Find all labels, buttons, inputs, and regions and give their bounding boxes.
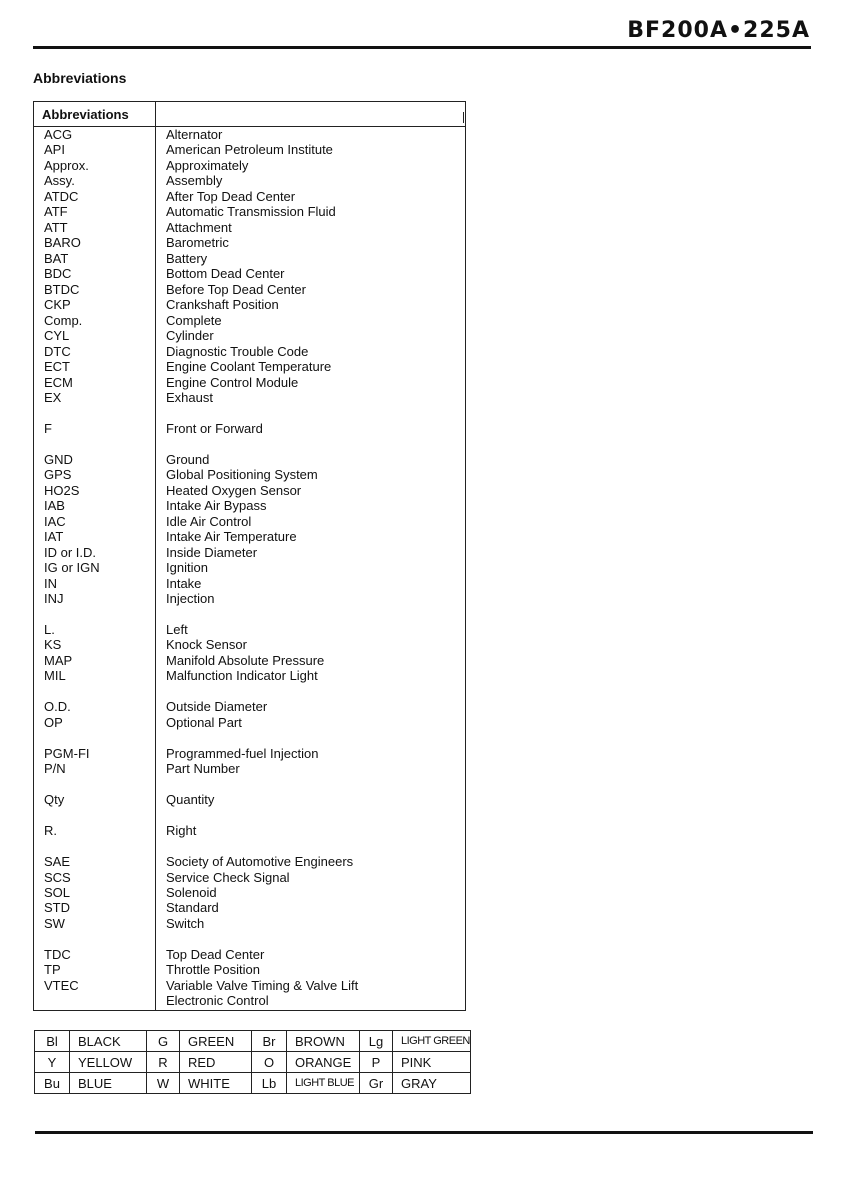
abbreviation-meaning: After Top Dead Center — [166, 188, 296, 204]
abbreviation-row — [34, 529, 465, 544]
abbreviation-row — [34, 931, 465, 946]
abbreviation-row — [34, 668, 465, 683]
abbreviation-meaning: Intake Air Temperature — [166, 529, 297, 545]
abbreviation-row — [34, 467, 465, 482]
abbreviation-meaning: Engine Control Module — [166, 374, 299, 390]
abbreviation-meaning: American Petroleum Institute — [166, 142, 333, 158]
abbreviation-code: VTEC — [44, 977, 79, 993]
abbreviation-meaning: Barometric — [166, 235, 229, 251]
abbreviation-row — [34, 777, 465, 792]
abbreviation-code: IAC — [44, 513, 66, 529]
abbreviation-row — [34, 297, 465, 312]
abbreviation-row — [34, 870, 465, 885]
abbreviation-code: MIL — [44, 668, 66, 684]
abbreviation-code: Comp. — [44, 312, 83, 328]
abbreviation-meaning: Attachment — [166, 219, 232, 235]
abbreviation-code: SCS — [44, 869, 71, 885]
abbreviation-meaning: Complete — [166, 312, 222, 328]
abbreviation-row — [34, 576, 465, 591]
abbreviation-row — [34, 699, 465, 714]
color-code: R — [147, 1052, 180, 1073]
abbreviation-code: TDC — [44, 946, 71, 962]
abbreviation-meaning: Variable Valve Timing & Valve Lift — [166, 977, 359, 993]
color-code: W — [147, 1073, 180, 1094]
color-code: Br — [252, 1031, 287, 1052]
abbreviation-meaning: Assembly — [166, 173, 223, 189]
abbreviation-meaning: Outside Diameter — [166, 699, 268, 715]
color-name: LIGHT GREEN — [393, 1031, 471, 1052]
abbreviation-row — [34, 344, 465, 359]
color-code-row — [35, 1031, 471, 1052]
abbreviation-code: BTDC — [44, 281, 80, 297]
abbreviation-meaning: Knock Sensor — [166, 637, 247, 653]
abbreviation-code: IAT — [44, 529, 64, 545]
abbreviation-meaning: Left — [166, 622, 188, 637]
abbreviation-meaning: Engine Coolant Temperature — [166, 359, 332, 375]
abbreviation-row — [34, 591, 465, 606]
abbreviation-meaning: Global Positioning System — [166, 467, 318, 483]
abbreviation-code: SW — [44, 915, 65, 931]
abbreviation-code: BARO — [44, 235, 81, 251]
abbreviation-row — [34, 607, 465, 622]
abbreviation-meaning: Idle Air Control — [166, 513, 252, 529]
abbreviation-row — [34, 947, 465, 962]
abbreviation-row — [34, 436, 465, 451]
abbreviation-code: KS — [44, 637, 62, 653]
abbreviation-row — [34, 173, 465, 188]
abbreviation-meaning: Service Check Signal — [166, 869, 290, 885]
abbreviation-row — [34, 452, 465, 467]
color-name: WHITE — [180, 1073, 252, 1094]
color-name: GREEN — [180, 1031, 252, 1052]
color-name: PINK — [393, 1052, 471, 1073]
abbreviation-code: DTC — [44, 343, 71, 359]
abbreviation-code: IAB — [44, 498, 65, 514]
abbreviation-meaning: Inside Diameter — [166, 544, 258, 560]
abbreviation-code: TP — [44, 962, 61, 978]
bottom-rule — [35, 1131, 813, 1134]
abbreviation-code: Approx. — [44, 157, 89, 173]
abbreviation-code: BDC — [44, 266, 72, 282]
color-code: P — [360, 1052, 393, 1073]
abbreviation-meaning: Throttle Position — [166, 962, 260, 978]
abbreviation-code: API — [44, 142, 65, 158]
abbreviation-row — [34, 900, 465, 915]
color-code: Gr — [360, 1073, 393, 1094]
abbreviation-code: Assy. — [44, 173, 75, 189]
abbreviation-meaning: Injection — [166, 591, 215, 607]
color-code: Lg — [360, 1031, 393, 1052]
abbreviation-row — [34, 483, 465, 498]
abbreviation-meaning: Exhaust — [166, 389, 213, 405]
abbreviation-meaning: Society of Automotive Engineers — [166, 854, 354, 870]
abbreviation-row — [34, 885, 465, 900]
abbreviation-row — [34, 715, 465, 730]
color-name: GRAY — [393, 1073, 471, 1094]
abbreviation-row — [34, 235, 465, 250]
abbreviation-code: CYL — [44, 328, 70, 344]
abbreviation-row — [34, 220, 465, 235]
abbreviation-code: F — [44, 420, 52, 436]
abbreviation-row — [34, 405, 465, 420]
abbreviations-table-header — [34, 102, 465, 127]
color-name: BROWN — [287, 1031, 360, 1052]
color-code: Bu — [35, 1073, 70, 1094]
color-name: ORANGE — [287, 1052, 360, 1073]
abbreviation-meaning: Bottom Dead Center — [166, 266, 285, 282]
abbreviation-meaning: Approximately — [166, 157, 249, 173]
abbreviations-table — [33, 101, 466, 1011]
abbreviation-code: ACG — [44, 127, 73, 142]
abbreviation-meaning: Before Top Dead Center — [166, 281, 306, 297]
abbreviation-row — [34, 684, 465, 699]
abbreviation-code: GND — [44, 451, 73, 467]
abbreviation-row — [34, 653, 465, 668]
abbreviation-row — [34, 158, 465, 173]
abbreviation-code: IG or IGN — [44, 560, 100, 576]
abbreviation-code: CKP — [44, 297, 71, 313]
color-code: Lb — [252, 1073, 287, 1094]
color-code: Bl — [35, 1031, 70, 1052]
abbreviation-meaning: Intake Air Bypass — [166, 498, 267, 514]
abbreviation-row — [34, 761, 465, 776]
abbreviation-code: ATF — [44, 204, 68, 220]
abbreviation-row — [34, 204, 465, 219]
abbreviation-meaning: Crankshaft Position — [166, 297, 279, 313]
abbreviation-meaning: Alternator — [166, 127, 223, 142]
abbreviation-code: OP — [44, 714, 63, 730]
abbreviation-code: INJ — [44, 591, 64, 607]
abbreviation-row — [34, 359, 465, 374]
abbreviation-meaning: Malfunction Indicator Light — [166, 668, 318, 684]
model-title: BF200A•225A — [627, 18, 810, 43]
header-tick — [463, 112, 464, 123]
color-code-row — [35, 1073, 471, 1094]
abbreviation-meaning: Battery — [166, 250, 208, 266]
abbreviation-code: EX — [44, 389, 62, 405]
abbreviation-code: MAP — [44, 652, 73, 668]
abbreviation-code: O.D. — [44, 699, 71, 715]
abbreviation-row — [34, 622, 465, 637]
abbreviation-meaning: Switch — [166, 915, 205, 931]
abbreviation-row — [34, 251, 465, 266]
abbreviation-row — [34, 266, 465, 281]
color-name: BLUE — [70, 1073, 147, 1094]
abbreviation-meaning: Ignition — [166, 560, 208, 576]
abbreviation-meaning: Heated Oxygen Sensor — [166, 482, 302, 498]
color-code: Y — [35, 1052, 70, 1073]
abbreviation-code: SOL — [44, 884, 71, 900]
abbreviation-row — [34, 854, 465, 869]
abbreviation-meaning: Ground — [166, 451, 210, 467]
color-name: YELLOW — [70, 1052, 147, 1073]
abbreviation-row — [34, 792, 465, 807]
abbreviation-row — [34, 375, 465, 390]
abbreviation-code: ECM — [44, 374, 73, 390]
abbreviation-meaning: Cylinder — [166, 328, 214, 344]
section-heading: Abbreviations — [33, 70, 127, 86]
abbreviation-code: R. — [44, 823, 57, 839]
abbreviation-code: Qty — [44, 792, 65, 808]
abbreviation-row — [34, 916, 465, 931]
abbreviation-code: SAE — [44, 854, 71, 870]
abbreviation-row — [34, 142, 465, 157]
abbreviation-meaning: Solenoid — [166, 884, 217, 900]
wire-color-table — [34, 1030, 471, 1094]
abbreviation-meaning: Diagnostic Trouble Code — [166, 343, 309, 359]
abbreviation-row — [34, 498, 465, 513]
abbreviation-code: HO2S — [44, 482, 80, 498]
abbreviation-meaning: Part Number — [166, 761, 240, 777]
color-name: RED — [180, 1052, 252, 1073]
abbreviation-row — [34, 962, 465, 977]
abbreviation-meaning: Top Dead Center — [166, 946, 265, 962]
color-code: G — [147, 1031, 180, 1052]
abbreviation-meaning: Optional Part — [166, 714, 242, 730]
abbreviation-row — [34, 823, 465, 838]
color-name: LIGHT BLUE — [287, 1073, 360, 1094]
abbreviation-meaning: Manifold Absolute Pressure — [166, 652, 325, 668]
abbreviation-code: ATDC — [44, 188, 79, 204]
abbreviation-code: BAT — [44, 250, 69, 266]
abbreviation-row — [34, 560, 465, 575]
abbreviation-code: IN — [44, 575, 57, 591]
abbreviation-row — [34, 313, 465, 328]
abbreviation-meaning: Automatic Transmission Fluid — [166, 204, 336, 220]
abbreviation-row — [34, 282, 465, 297]
abbreviation-row — [34, 545, 465, 560]
abbreviation-row — [34, 730, 465, 745]
color-code: O — [252, 1052, 287, 1073]
abbreviation-meaning: Programmed-fuel Injection — [166, 745, 319, 761]
abbreviation-row — [34, 328, 465, 343]
color-code-row — [35, 1052, 471, 1073]
abbreviation-code: P/N — [44, 761, 66, 777]
abbreviation-code: ECT — [44, 359, 70, 375]
abbreviation-code: STD — [44, 900, 70, 916]
abbreviation-meaning: Intake — [166, 575, 202, 591]
abbreviation-row — [34, 746, 465, 761]
abbreviation-code: ATT — [44, 219, 68, 235]
abbreviation-row — [34, 390, 465, 405]
abbreviation-meaning: Right — [166, 823, 197, 839]
abbreviation-row — [34, 189, 465, 204]
abbreviation-meaning: Quantity — [166, 792, 215, 808]
abbreviation-row — [34, 637, 465, 652]
abbreviations-column-header: Abbreviations — [42, 107, 129, 122]
abbreviation-code: GPS — [44, 467, 72, 483]
abbreviation-row — [34, 839, 465, 854]
abbreviation-row — [34, 127, 465, 142]
abbreviation-row — [34, 808, 465, 823]
top-rule — [33, 46, 811, 49]
abbreviation-meaning: Front or Forward — [166, 420, 263, 436]
abbreviation-row — [34, 978, 465, 993]
abbreviations-rows — [34, 127, 465, 1009]
abbreviation-code: ID or I.D. — [44, 544, 97, 560]
abbreviation-meaning: Electronic Control — [166, 993, 269, 1009]
abbreviation-row — [34, 993, 465, 1008]
abbreviation-row — [34, 421, 465, 436]
abbreviation-code: PGM-FI — [44, 745, 90, 761]
abbreviation-row — [34, 514, 465, 529]
color-name: BLACK — [70, 1031, 147, 1052]
abbreviation-code: L. — [44, 622, 55, 637]
abbreviation-meaning: Standard — [166, 900, 219, 916]
